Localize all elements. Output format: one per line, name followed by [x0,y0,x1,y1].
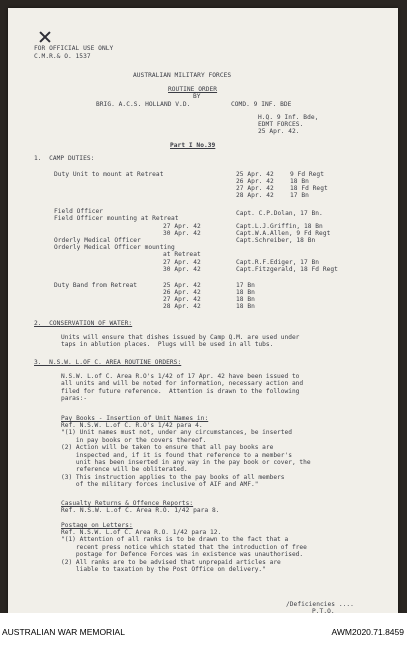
fo-retreat-name: Capt.W.A.Allen, 9 Fd Regt [236,230,331,237]
archive-footer [0,613,407,653]
duty-unit-name: 9 Fd Regt [290,171,324,178]
band-date: 25 Apr. 42 [163,282,201,289]
place-line: EDMT FORCES. [258,121,304,128]
band-label: Duty Band from Retreat [54,282,138,289]
band-date: 27 Apr. 42 [163,296,201,303]
med-retreat-name: Capt.Fitzgerald, 18 Fd Regt [236,266,338,273]
postage-text: Ref. N.S.W. L.of C. Area R.O. 1/42 para 12. "(1) Attention of all ranks is to be drawn to the fact that a recent press notice which stated that the introduction of free postage for Defence Forces was in existence was unauthorised. (2) All ranks are to be advised that unprepaid articles are liable to taxation by the Post Office on delivery." [61,529,307,574]
band-unit: 18 Bn [236,296,255,303]
cross-mark-icon [38,30,52,44]
archive-reference: AWM2020.71.8459 [331,627,404,637]
part-number: Part I No.39 [170,142,216,149]
med-retreat-label-2: at Retreat [163,251,201,258]
duty-unit-date: 25 Apr. 42 [236,171,274,178]
duty-unit-name: 18 Bn [290,178,309,185]
band-unit: 17 Bn [236,282,255,289]
med-officer-name: Capt.Schreiber, 18 Bn [236,237,316,244]
duty-unit-name: 18 Fd Regt [290,185,328,192]
field-officer-label: Field Officer [54,208,104,215]
section-1-heading: 1. CAMP DUTIES: [34,155,95,162]
band-unit: 18 Bn [236,289,255,296]
duty-unit-name: 17 Bn [290,192,309,199]
pto-note: P.T.O. [312,608,335,613]
by-line: BY [193,93,201,100]
fo-retreat-name: Capt.L.J.Griffin, 18 Bn [236,223,323,230]
band-date: 28 Apr. 42 [163,303,201,310]
document-page [8,8,398,613]
pay-books-text: Ref. N.S.W. L.of C. R.O's 1/42 para 4. "(1) Unit names must not, under any circumstances, be inserted in pay books or the covers thereof. (2) Action will be taken to ensure that all pay books are inspected and, if it is found that reference to a member's unit has been inserted in any way in the pay book or cover, the reference will be obliterated. (3) This instruction applies to the pay books of all members of the military forces inclusive of AIF and AMF." [61,422,311,489]
duty-unit-date: 27 Apr. 42 [236,185,274,192]
continued-note: /Deficiencies .... [286,601,354,608]
field-officer-name: Capt. C.P.Dolan, 17 Bn. [236,210,323,217]
med-retreat-date: 27 Apr. 42 [163,259,201,266]
med-retreat-name: Capt.R.F.Ediger, 17 Bn [236,259,320,266]
med-retreat-date: 30 Apr. 42 [163,266,201,273]
med-officer-label: Orderly Medical Officer [54,237,141,244]
force-title: AUSTRALIAN MILITARY FORCES [133,72,232,79]
water-paragraph: Units will ensure that dishes issued by Camp Q.M. are used under taps in ablution places. Plugs will be used in all tubs. [61,334,300,349]
duty-unit-label: Duty Unit to mount at Retreat [54,171,164,178]
security-caveat: FOR OFFICIAL USE ONLY [34,45,114,52]
duty-unit-date: 28 Apr. 42 [236,192,274,199]
band-date: 26 Apr. 42 [163,289,201,296]
fo-retreat-date: 27 Apr. 42 [163,223,201,230]
band-unit: 18 Bn [236,303,255,310]
archive-name: AUSTRALIAN WAR MEMORIAL [2,627,125,637]
pay-books-heading: Pay Books - Insertion of Unit Names in: [61,415,209,422]
med-retreat-label: Orderly Medical Officer mounting [54,244,175,251]
casualty-text: Ref. N.S.W. L.of C. Area R.O. 1/42 para 8. [61,507,220,514]
order-title: ROUTINE ORDER [168,86,218,93]
reference-number: C.M.R.& O. 1537 [34,53,91,60]
orders-intro: N.S.W. L.of C. Area R.O's 1/42 of 17 Apr. 42 have been issued to all units and will be noted for information, necessary action and filed for future reference. Attention is drawn to the following paras:- [61,373,304,403]
date-line: 25 Apr. 42. [258,128,300,135]
command-title: COMD. 9 INF. BDE [231,101,292,108]
fo-retreat-label: Field Officer mounting at Retreat [54,215,179,222]
hq-line: H.Q. 9 Inf. Bde, [258,114,319,121]
duty-unit-date: 26 Apr. 42 [236,178,274,185]
commander-name: BRIG. A.C.S. HOLLAND V.D. [96,101,191,108]
section-2-heading: 2. CONSERVATION OF WATER: [34,320,133,327]
casualty-heading: Casualty Returns & Offence Reports: [61,500,194,507]
fo-retreat-date: 30 Apr. 42 [163,230,201,237]
postage-heading: Postage on Letters: [61,522,133,529]
section-3-heading: 3. N.S.W. L.OF C. AREA ROUTINE ORDERS: [34,359,182,366]
